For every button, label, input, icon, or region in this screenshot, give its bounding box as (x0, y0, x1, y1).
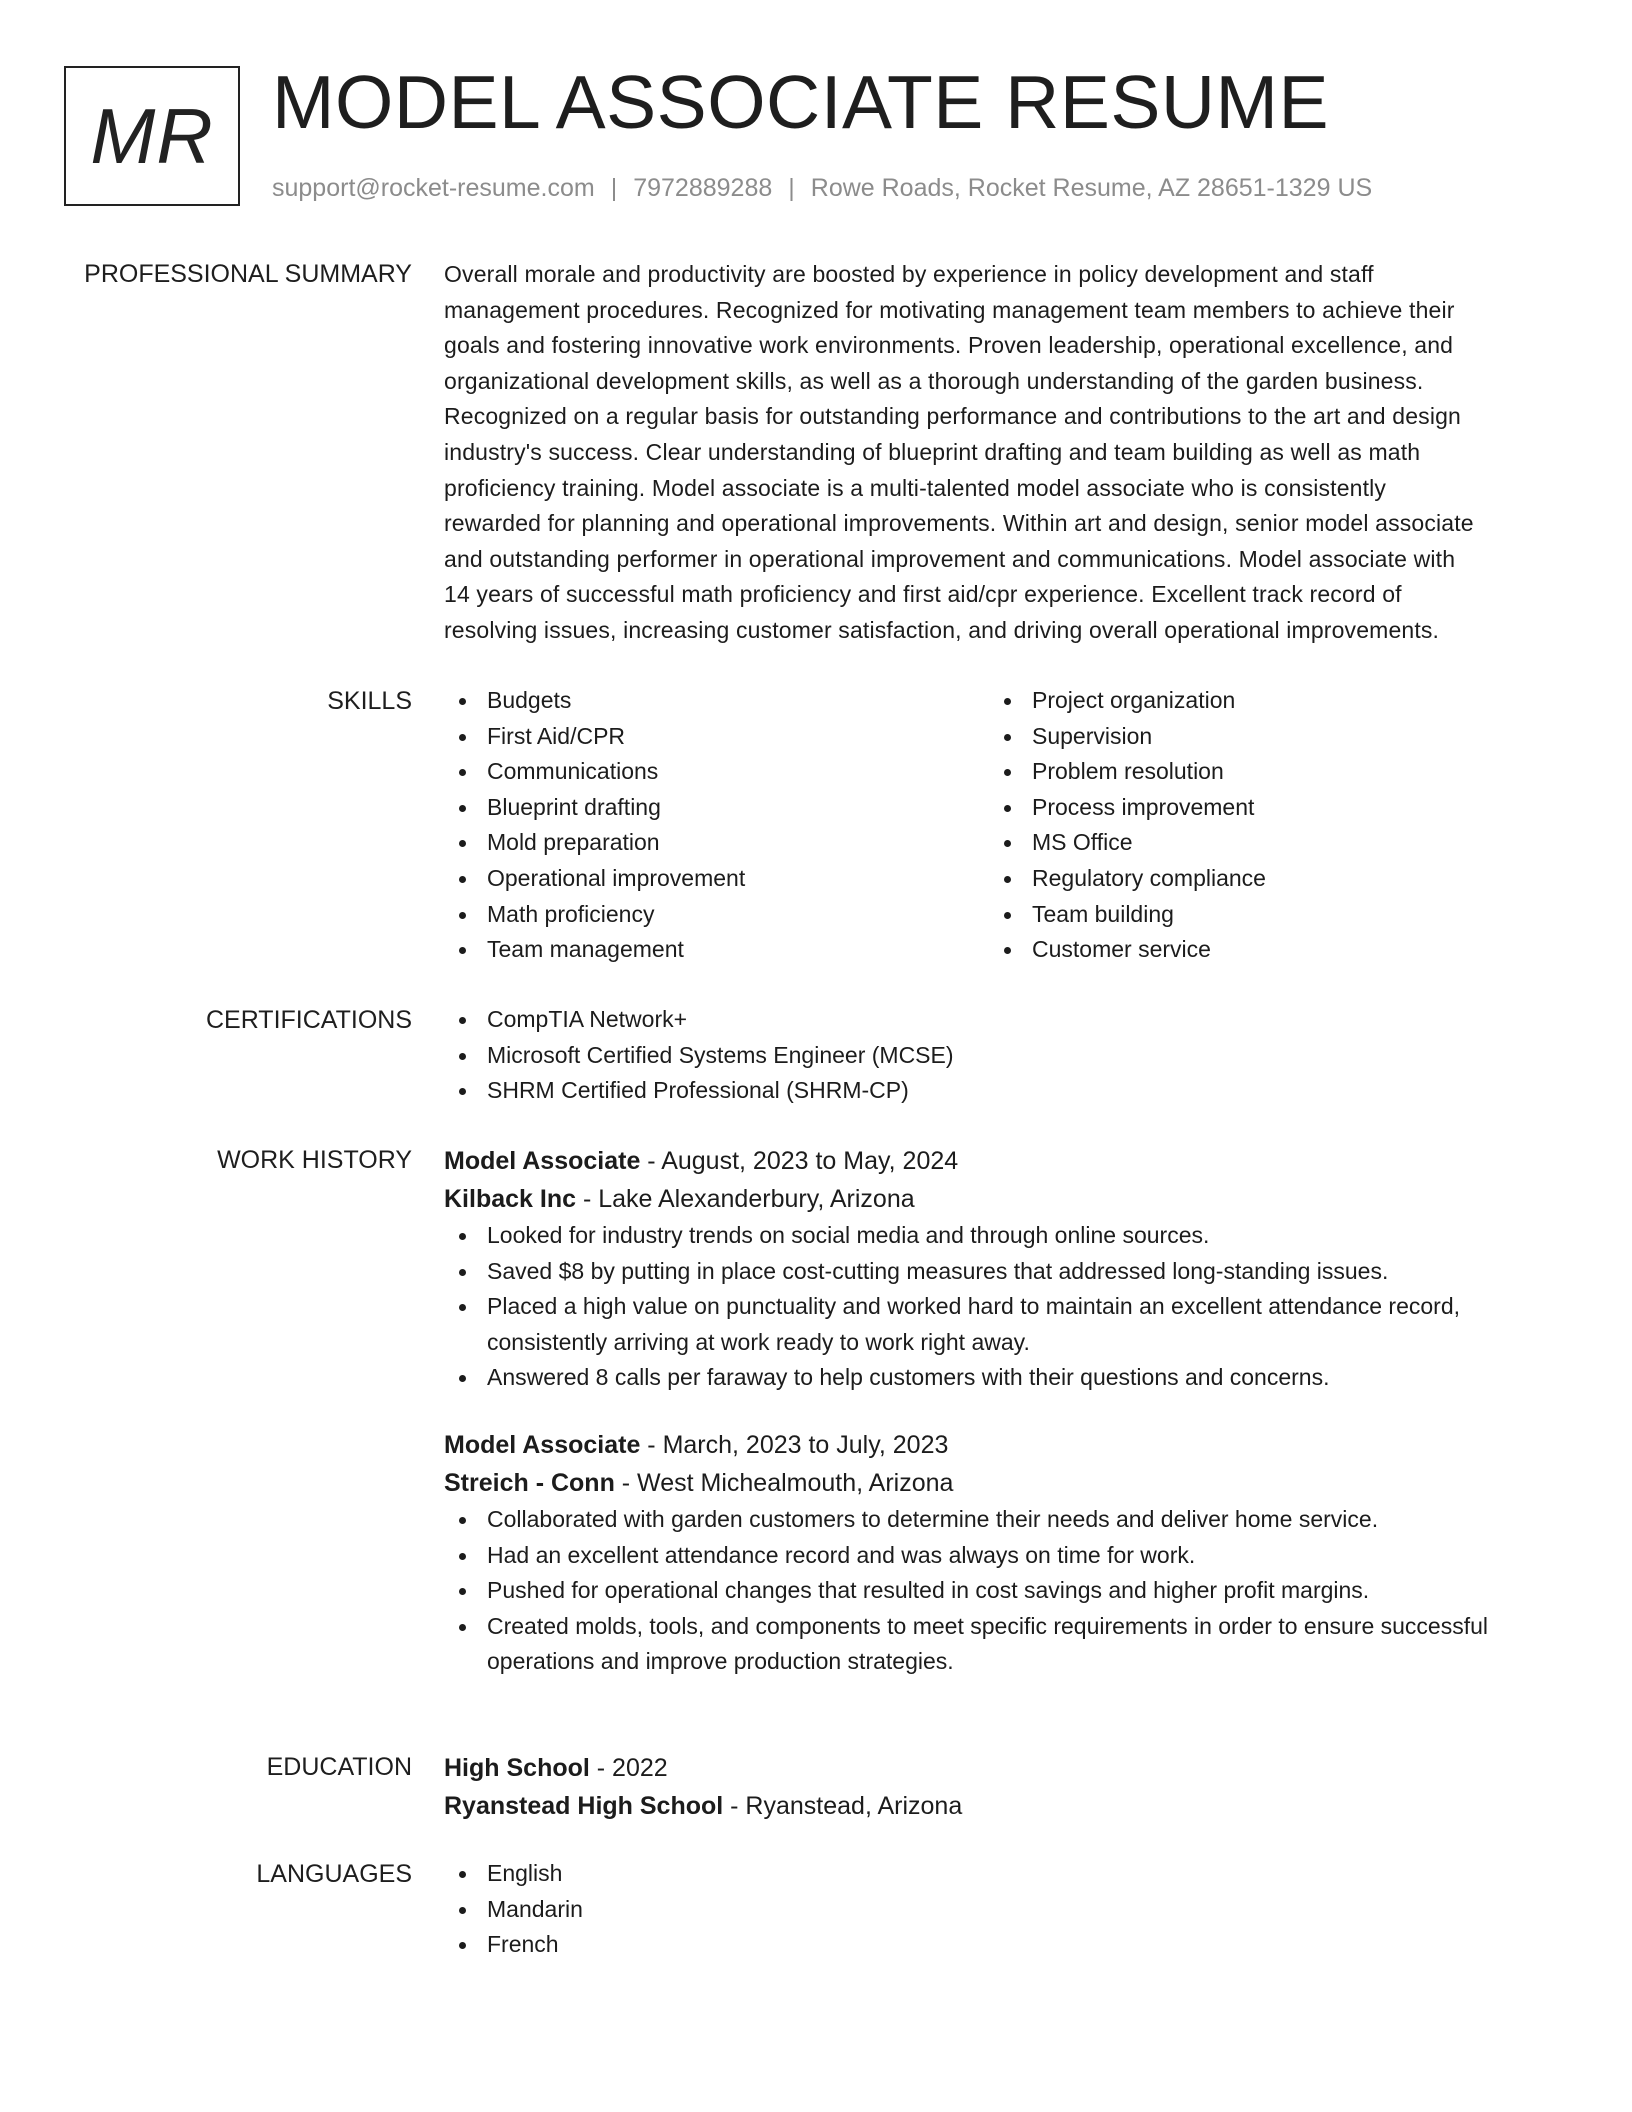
job-company-line (444, 1180, 1548, 1218)
certifications-body (444, 1002, 1548, 1109)
job-bullet: Created molds, tools, and components to meet specific requirements in order to ensure successful operations and improve production strategies. (444, 1609, 1548, 1680)
job-location: - West Michealmouth, Arizona (614, 1468, 954, 1497)
job-location: - Lake Alexanderbury, Arizona (576, 1185, 915, 1213)
contact-address: Rowe Roads, Rocket Resume, AZ 28651-1329 US (810, 174, 1373, 202)
job-title-line (444, 1426, 1548, 1464)
job-bullet: Collaborated with garden customers to determine their needs and deliver home service. (444, 1502, 1548, 1538)
skill-item: Problem resolution (989, 754, 1534, 790)
job-title-line (444, 1142, 1548, 1180)
skills-heading: SKILLS (327, 687, 412, 715)
job-entry (444, 1426, 1548, 1680)
skill-item: Communications (444, 754, 989, 790)
languages-list (444, 1856, 1548, 1963)
contact-line (272, 172, 1372, 204)
summary-line: industry's success. Clear understanding of blueprint drafting and team building as well as math (444, 438, 1421, 465)
job-dates: - August, 2023 to May, 2024 (640, 1147, 959, 1175)
education-school: Ryanstead High School (444, 1792, 724, 1820)
job-title: Model Associate (444, 1147, 641, 1175)
job-bullet: Placed a high value on punctuality and worked hard to maintain an excellent attendance record, consistently arriving at work ready to work right away. (444, 1289, 1548, 1360)
job-company: Streich - Conn (444, 1468, 615, 1497)
summary-heading: PROFESSIONAL SUMMARY (84, 260, 412, 288)
education-body (444, 1749, 1548, 1825)
summary-line: goals and fostering innovative work environments. Proven leadership, operational excellence, and (444, 332, 1454, 359)
summary-line: proficiency training. Model associate is a multi-talented model associate who is consistently (444, 474, 1387, 501)
language-item: Mandarin (444, 1892, 1548, 1928)
summary-line: Recognized on a regular basis for outstanding performance and contributions to the art and design (444, 403, 1461, 430)
job-bullet: Answered 8 calls per faraway to help customers with their questions and concerns. (444, 1360, 1548, 1396)
summary-line: rewarded for planning and operational improvements. Within art and design, senior model associate (444, 510, 1474, 537)
summary-line: management procedures. Recognized for motivating management team members to achieve their (444, 296, 1455, 323)
contact-separator: | (788, 174, 795, 202)
summary-line: and outstanding performer in operational improvement and communications. Model associate with (444, 545, 1456, 572)
education-year: - 2022 (589, 1754, 668, 1782)
monogram-logo: MR (64, 66, 240, 206)
certifications-heading: CERTIFICATIONS (205, 1006, 412, 1034)
language-item: French (444, 1927, 1548, 1963)
education-heading: EDUCATION (266, 1753, 412, 1781)
certifications-list (444, 1002, 1548, 1109)
skill-item: Budgets (444, 683, 989, 719)
skill-item: First Aid/CPR (444, 719, 989, 755)
job-bullet: Saved $8 by putting in place cost-cutting measures that addressed long-standing issues. (444, 1254, 1548, 1290)
job-company: Kilback Inc (444, 1185, 576, 1213)
job-company-line (444, 1464, 1548, 1502)
languages-heading: LANGUAGES (256, 1860, 412, 1888)
summary-line: Overall morale and productivity are boosted by experience in policy development and staff (444, 261, 1374, 287)
skills-list-right (989, 683, 1534, 968)
skill-item: Supervision (989, 719, 1534, 755)
certification-item: CompTIA Network+ (444, 1002, 1548, 1038)
skills-body (444, 683, 1548, 968)
education-school-line (444, 1787, 1548, 1825)
summary-body (444, 257, 1548, 649)
skill-item: Operational improvement (444, 861, 989, 897)
skill-item: Math proficiency (444, 897, 989, 933)
certification-item: Microsoft Certified Systems Engineer (MCSE) (444, 1038, 1548, 1074)
skill-item: Customer service (989, 932, 1534, 968)
skill-item: Project organization (989, 683, 1534, 719)
skill-item: Process improvement (989, 790, 1534, 826)
language-item: English (444, 1856, 1548, 1892)
skill-item: Mold preparation (444, 825, 989, 861)
resume-title: MODEL ASSOCIATE RESUME (272, 60, 1330, 144)
education-degree: High School (444, 1754, 590, 1782)
skills-list-left (444, 683, 989, 968)
job-bullets (444, 1218, 1548, 1396)
job-bullet: Pushed for operational changes that resulted in cost savings and higher profit margins. (444, 1573, 1548, 1609)
job-bullet: Had an excellent attendance record and was always on time for work. (444, 1538, 1548, 1574)
summary-text (444, 257, 1548, 649)
certification-item: SHRM Certified Professional (SHRM-CP) (444, 1073, 1548, 1109)
contact-separator: | (610, 174, 618, 202)
summary-line: resolving issues, increasing customer satisfaction, and driving overall operational improvements. (444, 616, 1440, 643)
languages-body (444, 1856, 1548, 1963)
job-title: Model Associate (444, 1430, 641, 1459)
job-entry (444, 1142, 1548, 1396)
skill-item: Team building (989, 897, 1534, 933)
contact-email[interactable]: support@rocket-resume.com (272, 174, 595, 202)
job-bullets (444, 1502, 1548, 1680)
work-history-heading: WORK HISTORY (217, 1146, 412, 1174)
work-history-body (444, 1142, 1548, 1680)
job-bullet: Looked for industry trends on social media and through online sources. (444, 1218, 1548, 1254)
summary-line: 14 years of successful math proficiency and first aid/cpr experience. Excellent track record of (444, 581, 1402, 608)
skill-item: Blueprint drafting (444, 790, 989, 826)
summary-line: organizational development skills, as well as a thorough understanding of the garden business. (444, 367, 1424, 394)
contact-phone[interactable]: 7972889288 (633, 174, 773, 202)
job-dates: - March, 2023 to July, 2023 (640, 1430, 949, 1459)
skill-item: Regulatory compliance (989, 861, 1534, 897)
education-location: - Ryanstead, Arizona (723, 1792, 963, 1820)
skill-item: MS Office (989, 825, 1534, 861)
education-degree-line (444, 1749, 1548, 1787)
skill-item: Team management (444, 932, 989, 968)
